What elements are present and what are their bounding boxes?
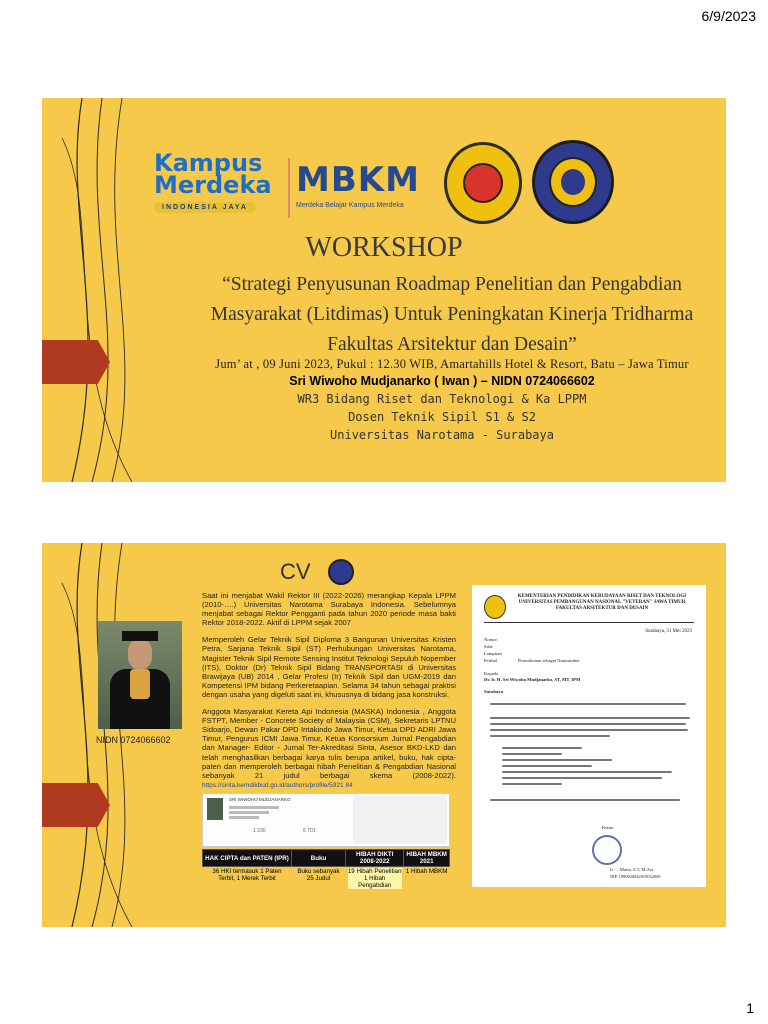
table-header: HIBAH MBKM 2021 xyxy=(404,850,450,867)
slide-workshop-title xyxy=(42,98,726,482)
kampus-merdeka-logo xyxy=(154,149,284,214)
cv-paragraph: Anggota Masyarakat Kereta Api Indonesia (MASKA) Indonesia , Anggota FSTPT, Member - Concrete Society of Malaysia (CSM), Sekretaris LPTNU Sidoarjo, Dewan Pakar DPD Intakindo Jawa Timur, Ketua DPD ADRI Jawa Timur, Pengurus ICMI Jawa Timur, Ketua Konsorsium Jurnal Pengabdian dan Manager- Editor - Jurnal Ter-Akreditasi Sinta, Asesor BKD-LKD dan telah menghasilkan berbagai karya tulis berupa artikel, buku, hak cipta-paten dan memperoleh berbagai hibah Penelitian & Pengabdian Nasional sebanyak 21 judul berbagai skema (2008-2022). https://sinta.kemdikbud.go.id/authors/profile/5921 84 xyxy=(202,707,456,789)
presenter-photo xyxy=(98,621,182,729)
letter-header xyxy=(484,593,694,623)
presenter-name: Sri Wiwoho Mudjanarko ( Iwan ) – NIDN 0724066602 xyxy=(289,374,595,388)
table-cell: 19 Hibah Penelitian 1 Hibah Pengabdian xyxy=(346,867,404,891)
letter-head-line: FAKULTAS ARSITEKTUR DAN DESAIN xyxy=(555,605,649,611)
workshop-subtitle: “Strategi Penyusunan Roadmap Penelitian dan Pengabdian Masyarakat (Litdimas) Untuk Peningkatan Kinerja Tridharma Fakultas Arsitektur dan Desain” xyxy=(210,274,694,355)
letter-recipient-place: Surabaya xyxy=(484,689,503,694)
event-info: Jum’ at , 09 Juni 2023, Pukul : 12.30 WIB, Amartahills Hotel & Resort, Batu – Jawa Timur xyxy=(215,357,689,371)
letter-label: Sifat xyxy=(484,644,493,649)
logo-divider xyxy=(288,158,290,218)
sinta-profile-link[interactable]: https://sinta.kemdikbud.go.id/authors/profile/5921 84 xyxy=(202,781,353,789)
presenter-affiliation: Universitas Narotama - Surabaya xyxy=(330,428,554,442)
official-stamp xyxy=(592,835,622,865)
letter-signatory: Ir. ... Mutia, S.T, M.Ars xyxy=(610,867,654,872)
table-cell: 36 HKI termasuk 1 Paten Terbit, 1 Merek Terbit xyxy=(203,867,292,891)
workshop-title: WORKSHOP xyxy=(305,232,463,263)
mbkm-logo xyxy=(296,160,420,209)
avatar xyxy=(207,798,223,820)
upn-veteran-seal xyxy=(444,142,522,224)
cv-title: CV xyxy=(280,559,311,584)
letter-kepada-label: Kepada xyxy=(484,671,499,676)
profile-name: SRI WIWOHO MUDJANARKO xyxy=(229,797,291,802)
letter-perihal: Permohonan sebagai Narasumber xyxy=(518,658,580,663)
presenter-role: Dosen Teknik Sipil S1 & S2 xyxy=(348,410,536,424)
narotama-seal xyxy=(532,140,614,224)
letter-head-line: KEMENTERIAN PENDIDIKAN KEBUDAYAAN RISET DAN TEKNOLOGI xyxy=(517,594,687,599)
kampus-merdeka-tagline: INDONESIA JAYA xyxy=(154,202,256,213)
table-header: HIBAH DIKTI 2008-2022 xyxy=(346,850,404,867)
cv-paragraph: Memperoleh Gelar Teknik Sipil Diploma 3 Bangunan Universitas Kristen Petra, Sarjana Teknik Sipil (ST) Perhubungan Universitas Narotama, Magister Teknik Sipil Remote Sensing Institut Teknologi Sepuluh Nopember (ITS), Doktor (Dr) Teknik Sipil Bidang TRANSPORTASI di Universitas Brawijaya (UB) 2014 , Gelar Profesi (Ir) Teknik Sipil dan UGM-2019 dan Kompetensi IPM bidang Perkeretaapian. Selama 34 tahun sebagai praktisi dengan usaha yang digeluti saat ini, khususnya di bidang jasa konstruksi. xyxy=(202,635,456,699)
print-date: 6/9/2023 xyxy=(701,8,756,24)
page-number: 1 xyxy=(746,1000,754,1016)
table-cell: Buku sebanyak 25 Judul xyxy=(291,867,345,891)
table-header: HAK CIPTA dan PATEN (IPR) xyxy=(203,850,292,867)
letter-signatory-nip: NIP. 1990020042019032009 xyxy=(610,874,661,879)
narotama-seal-small xyxy=(328,559,354,585)
letter-label: Lampiran xyxy=(484,651,502,656)
achievements-table xyxy=(202,849,450,890)
letter-recipient: Dr. Ir. H. Sri Wiwoho Mudjanarko, ST, MT, IPM xyxy=(484,677,581,682)
decorative-swirl-lines xyxy=(42,98,162,482)
cv-paragraph: Saat ini menjabat Wakil Rektor III (2022-2026) merangkap Kepala LPPM (2010-….) Universitas Narotama Surabaya Indonesia. Sebelumnya menjabat sebagai Rektor Pengganti pada tahun 2020 periode masa bakti Rektor 2018-2022. Aktif di LPPM sejak 2007 xyxy=(202,591,456,628)
letter-date: Surabaya, 31 Mei 2023 xyxy=(645,629,692,634)
photo-caption: NIDN 0724066602 xyxy=(96,735,171,745)
table-row xyxy=(203,867,450,891)
upn-logo xyxy=(484,595,506,619)
letter-head-line: UNIVERSITAS PEMBANGUNAN NASIONAL "VETERAN" JAWA TIMUR xyxy=(518,599,686,605)
mbkm-tagline: Merdeka Belajar Kampus Merdeka xyxy=(296,202,404,209)
letter-label: Nomor xyxy=(484,637,498,642)
presenter-role: WR3 Bidang Riset dan Teknologi & Ka LPPM xyxy=(297,392,587,406)
profile-stat: 1 230 xyxy=(253,828,266,834)
kampus-merdeka-line1: Kampus xyxy=(154,149,263,177)
mbkm-wordmark: MBKM xyxy=(296,160,420,200)
letter-sign-role: Ketua xyxy=(602,825,613,830)
cv-body xyxy=(202,591,456,798)
letter-label: Perihal xyxy=(484,658,498,663)
profile-stat: 6 701 xyxy=(303,828,316,834)
sinta-profile-screenshot xyxy=(202,793,450,847)
table-header: Buku xyxy=(291,850,345,867)
invitation-letter xyxy=(472,585,706,887)
table-cell: 1 Hibah MBKM xyxy=(404,867,450,891)
red-arrow-tab xyxy=(42,340,110,384)
slide-cv xyxy=(42,543,726,927)
kampus-merdeka-line2: Merdeka xyxy=(154,171,272,199)
red-arrow-tab xyxy=(42,783,110,827)
